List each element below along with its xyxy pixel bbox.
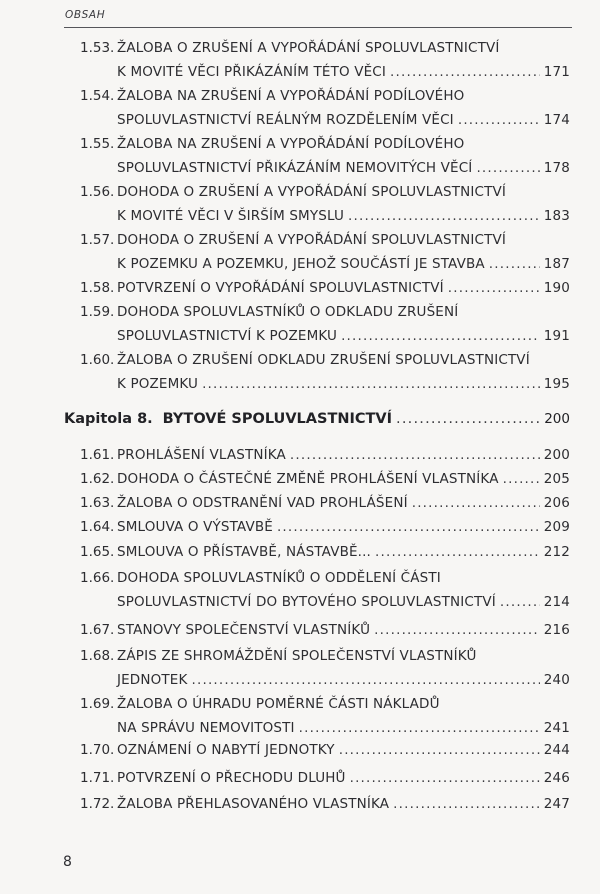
entry-title-line: ŽALOBA O ÚHRADU POMĚRNÉ ČÁSTI NÁKLADŮ	[117, 696, 440, 712]
entry-title-line: SPOLUVLASTNICTVÍ PŘIKÁZÁNÍM NEMOVITÝCH VĚCÍ	[117, 160, 473, 176]
dot-leader	[202, 376, 540, 392]
entry-number: 1.71.	[80, 770, 115, 786]
entry-title-line: K MOVITÉ VĚCI PŘIKÁZÁNÍM TÉTO VĚCI	[117, 64, 386, 80]
entry-page-number: 183	[543, 208, 570, 224]
entry-last-line	[117, 447, 570, 463]
running-head: OBSAH	[65, 9, 106, 21]
entry-last-line	[117, 160, 570, 176]
entry-title-line: ŽALOBA O ODSTRANĚNÍ VAD PROHLÁŠENÍ	[117, 495, 408, 511]
entry-last-line	[117, 519, 570, 535]
entry-last-line	[117, 64, 570, 80]
dot-leader	[500, 594, 540, 610]
entry-last-line	[117, 376, 570, 392]
entry-last-line	[117, 280, 570, 296]
dot-leader	[412, 495, 540, 511]
entry-page-number: 214	[543, 594, 570, 610]
entry-number: 1.70.	[80, 742, 115, 758]
entry-number: 1.55.	[80, 136, 115, 152]
header-rule	[64, 27, 572, 28]
page-folio: 8	[63, 854, 72, 870]
chapter-page-number: 200	[544, 411, 570, 427]
entry-page-number: 171	[543, 64, 570, 80]
entry-title-line: SPOLUVLASTNICTVÍ REÁLNÝM ROZDĚLENÍM VĚCI	[117, 112, 454, 128]
entry-number: 1.60.	[80, 352, 115, 368]
entry-title-line: SPOLUVLASTNICTVÍ K POZEMKU	[117, 328, 338, 344]
entry-number: 1.69.	[80, 696, 115, 712]
entry-title-line: DOHODA SPOLUVLASTNÍKŮ O ODDĚLENÍ ČÁSTI	[117, 570, 441, 586]
entry-title-line: DOHODA O ZRUŠENÍ A VYPOŘÁDÁNÍ SPOLUVLASTNICTVÍ	[117, 232, 507, 248]
entry-title-line: ŽALOBA O ZRUŠENÍ A VYPOŘÁDÁNÍ SPOLUVLASTNICTVÍ	[117, 40, 500, 56]
dot-leader	[339, 742, 540, 758]
entry-page-number: 209	[543, 519, 570, 535]
entry-title-line: DOHODA SPOLUVLASTNÍKŮ O ODKLADU ZRUŠENÍ	[117, 304, 459, 320]
dot-leader	[458, 112, 540, 128]
entry-title-line: K MOVITÉ VĚCI V ŠIRŠÍM SMYSLU	[117, 208, 344, 224]
dot-leader	[375, 544, 540, 560]
entry-number: 1.72.	[80, 796, 115, 812]
entry-last-line	[117, 672, 570, 688]
entry-page-number: 246	[543, 770, 570, 786]
entry-page-number: 216	[543, 622, 570, 638]
entry-title-line: SMLOUVA O PŘÍSTAVBĚ, NÁSTAVBĚ...	[117, 544, 372, 560]
entry-title-line: ŽALOBA PŘEHLASOVANÉHO VLASTNÍKA	[117, 796, 390, 812]
dot-leader	[503, 471, 540, 487]
entry-page-number: 187	[543, 256, 570, 272]
entry-number: 1.64.	[80, 519, 115, 535]
entry-last-line	[117, 256, 570, 272]
entry-last-line	[117, 544, 570, 560]
dot-leader	[448, 280, 540, 296]
entry-page-number: 205	[543, 471, 570, 487]
entry-last-line	[117, 594, 570, 610]
entry-last-line	[117, 742, 570, 758]
entry-last-line	[117, 622, 570, 638]
entry-page-number: 191	[543, 328, 570, 344]
entry-page-number: 178	[543, 160, 570, 176]
chapter-heading	[64, 411, 570, 427]
dot-leader	[348, 208, 540, 224]
entry-title-line: POTVRZENÍ O PŘECHODU DLUHŮ	[117, 770, 346, 786]
dot-leader	[290, 447, 540, 463]
entry-page-number: 200	[543, 447, 570, 463]
entry-last-line	[117, 796, 570, 812]
dot-leader	[476, 160, 539, 176]
entry-page-number: 212	[543, 544, 570, 560]
entry-number: 1.67.	[80, 622, 115, 638]
chapter-label: Kapitola 8.	[64, 411, 153, 427]
entry-title-line: K POZEMKU	[117, 376, 199, 392]
entry-title-line: DOHODA O ČÁSTEČNÉ ZMĚNĚ PROHLÁŠENÍ VLASTNÍKA	[117, 471, 499, 487]
entry-number: 1.57.	[80, 232, 115, 248]
entry-number: 1.66.	[80, 570, 115, 586]
dot-leader	[390, 64, 540, 80]
entry-number: 1.68.	[80, 648, 115, 664]
dot-leader	[374, 622, 540, 638]
entry-title-line: K POZEMKU A POZEMKU, JEHOŽ SOUČÁSTÍ JE STAVBA	[117, 256, 485, 272]
entry-title-line: OZNÁMENÍ O NABYTÍ JEDNOTKY	[117, 742, 335, 758]
entry-page-number: 241	[543, 720, 570, 736]
entry-page-number: 190	[543, 280, 570, 296]
entry-number: 1.62.	[80, 471, 115, 487]
entry-page-number: 174	[543, 112, 570, 128]
entry-page-number: 240	[543, 672, 570, 688]
entry-number: 1.53.	[80, 40, 115, 56]
entry-number: 1.61.	[80, 447, 115, 463]
entry-last-line	[117, 208, 570, 224]
entry-last-line	[117, 770, 570, 786]
dot-leader	[396, 411, 540, 427]
dot-leader	[489, 256, 540, 272]
entry-title-line: PROHLÁŠENÍ VLASTNÍKA	[117, 447, 286, 463]
entry-page-number: 195	[543, 376, 570, 392]
entry-number: 1.54.	[80, 88, 115, 104]
entry-title-line: NA SPRÁVU NEMOVITOSTI	[117, 720, 295, 736]
entry-number: 1.58.	[80, 280, 115, 296]
entry-last-line	[117, 112, 570, 128]
entry-title-line: ZÁPIS ZE SHROMÁŽDĚNÍ SPOLEČENSTVÍ VLASTNÍKŮ	[117, 648, 477, 664]
entry-page-number: 244	[543, 742, 570, 758]
entry-title-line: SPOLUVLASTNICTVÍ DO BYTOVÉHO SPOLUVLASTNICTVÍ	[117, 594, 496, 610]
dot-leader	[341, 328, 540, 344]
dot-leader	[191, 672, 539, 688]
entry-number: 1.59.	[80, 304, 115, 320]
dot-leader	[350, 770, 540, 786]
entry-title-line: ŽALOBA NA ZRUŠENÍ A VYPOŘÁDÁNÍ PODÍLOVÉHO	[117, 88, 465, 104]
entry-last-line	[117, 471, 570, 487]
entry-title-line: ŽALOBA NA ZRUŠENÍ A VYPOŘÁDÁNÍ PODÍLOVÉHO	[117, 136, 465, 152]
entry-page-number: 206	[543, 495, 570, 511]
dot-leader	[393, 796, 540, 812]
chapter-title: BYTOVÉ SPOLUVLASTNICTVÍ	[162, 411, 393, 427]
entry-number: 1.63.	[80, 495, 115, 511]
entry-title-line: STANOVY SPOLEČENSTVÍ VLASTNÍKŮ	[117, 622, 371, 638]
entry-title-line: SMLOUVA O VÝSTAVBĚ	[117, 519, 273, 535]
entry-number: 1.56.	[80, 184, 115, 200]
entry-title-line: DOHODA O ZRUŠENÍ A VYPOŘÁDÁNÍ SPOLUVLASTNICTVÍ	[117, 184, 507, 200]
entry-title-line: POTVRZENÍ O VYPOŘÁDÁNÍ SPOLUVLASTNICTVÍ	[117, 280, 444, 296]
entry-last-line	[117, 495, 570, 511]
entry-page-number: 247	[543, 796, 570, 812]
entry-number: 1.65.	[80, 544, 115, 560]
entry-title-line: ŽALOBA O ZRUŠENÍ ODKLADU ZRUŠENÍ SPOLUVLASTNICTVÍ	[117, 352, 530, 368]
entry-title-line: JEDNOTEK	[117, 672, 188, 688]
dot-leader	[299, 720, 540, 736]
dot-leader	[277, 519, 540, 535]
entry-last-line	[117, 720, 570, 736]
entry-last-line	[117, 328, 570, 344]
